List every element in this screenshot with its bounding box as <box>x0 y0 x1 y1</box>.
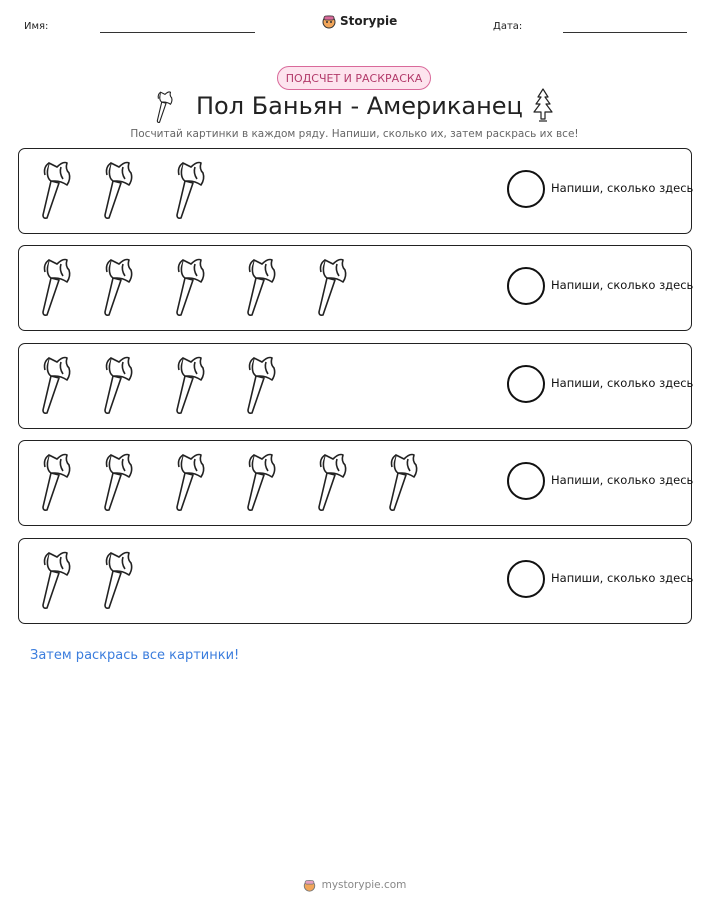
answer-circle[interactable] <box>507 267 545 305</box>
answer-circle[interactable] <box>507 560 545 598</box>
instructions: Посчитай картинки в каждом ряду. Напиши, сколько их, затем раскрась их все! <box>130 128 579 140</box>
answer-circle[interactable] <box>507 170 545 208</box>
axe-icon[interactable] <box>171 354 211 416</box>
count-row <box>18 245 692 331</box>
axe-icon[interactable] <box>99 159 139 221</box>
axe-icon[interactable] <box>242 451 282 513</box>
axe-icon[interactable] <box>37 256 77 318</box>
write-count-label: Напиши, сколько здесь <box>551 181 694 195</box>
axe-icon[interactable] <box>37 451 77 513</box>
axe-icon[interactable] <box>171 451 211 513</box>
axe-icon[interactable] <box>37 159 77 221</box>
count-row <box>18 440 692 526</box>
axe-icon[interactable] <box>313 451 353 513</box>
title-row <box>0 88 709 128</box>
date-label: Дата: <box>493 21 523 32</box>
coloring-note: Затем раскрась все картинки! <box>30 648 240 663</box>
axe-icon[interactable] <box>242 256 282 318</box>
pine-tree-icon <box>531 88 555 124</box>
footer-url: mystorypie.com <box>321 879 407 891</box>
count-row <box>18 148 692 234</box>
axe-icon[interactable] <box>313 256 353 318</box>
axe-icon[interactable] <box>171 159 211 221</box>
axe-icon[interactable] <box>99 549 139 611</box>
axe-icon[interactable] <box>99 354 139 416</box>
axe-icon[interactable] <box>37 549 77 611</box>
write-count-label: Напиши, сколько здесь <box>551 376 694 390</box>
name-line[interactable] <box>100 32 255 33</box>
count-row <box>18 343 692 429</box>
axe-icon[interactable] <box>99 256 139 318</box>
answer-circle[interactable] <box>507 365 545 403</box>
axe-icon[interactable] <box>242 354 282 416</box>
axe-icon[interactable] <box>37 354 77 416</box>
category-badge: ПОДСЧЕТ И РАСКРАСКА <box>277 66 431 90</box>
write-count-label: Напиши, сколько здесь <box>551 473 694 487</box>
write-count-label: Напиши, сколько здесь <box>551 278 694 292</box>
date-line[interactable] <box>563 32 687 33</box>
count-row <box>18 538 692 624</box>
logo-text: Storypie <box>340 14 398 28</box>
storypie-logo <box>322 13 397 29</box>
footer <box>0 878 709 892</box>
axe-icon[interactable] <box>99 451 139 513</box>
write-count-label: Напиши, сколько здесь <box>551 571 694 585</box>
axe-icon[interactable] <box>384 451 424 513</box>
name-label: Имя: <box>24 21 49 32</box>
page-title: Пол Баньян - Американец <box>196 92 523 120</box>
pie-mascot-icon <box>303 878 316 892</box>
answer-circle[interactable] <box>507 462 545 500</box>
axe-icon <box>152 90 178 124</box>
axe-icon[interactable] <box>171 256 211 318</box>
pie-mascot-icon <box>322 13 336 29</box>
